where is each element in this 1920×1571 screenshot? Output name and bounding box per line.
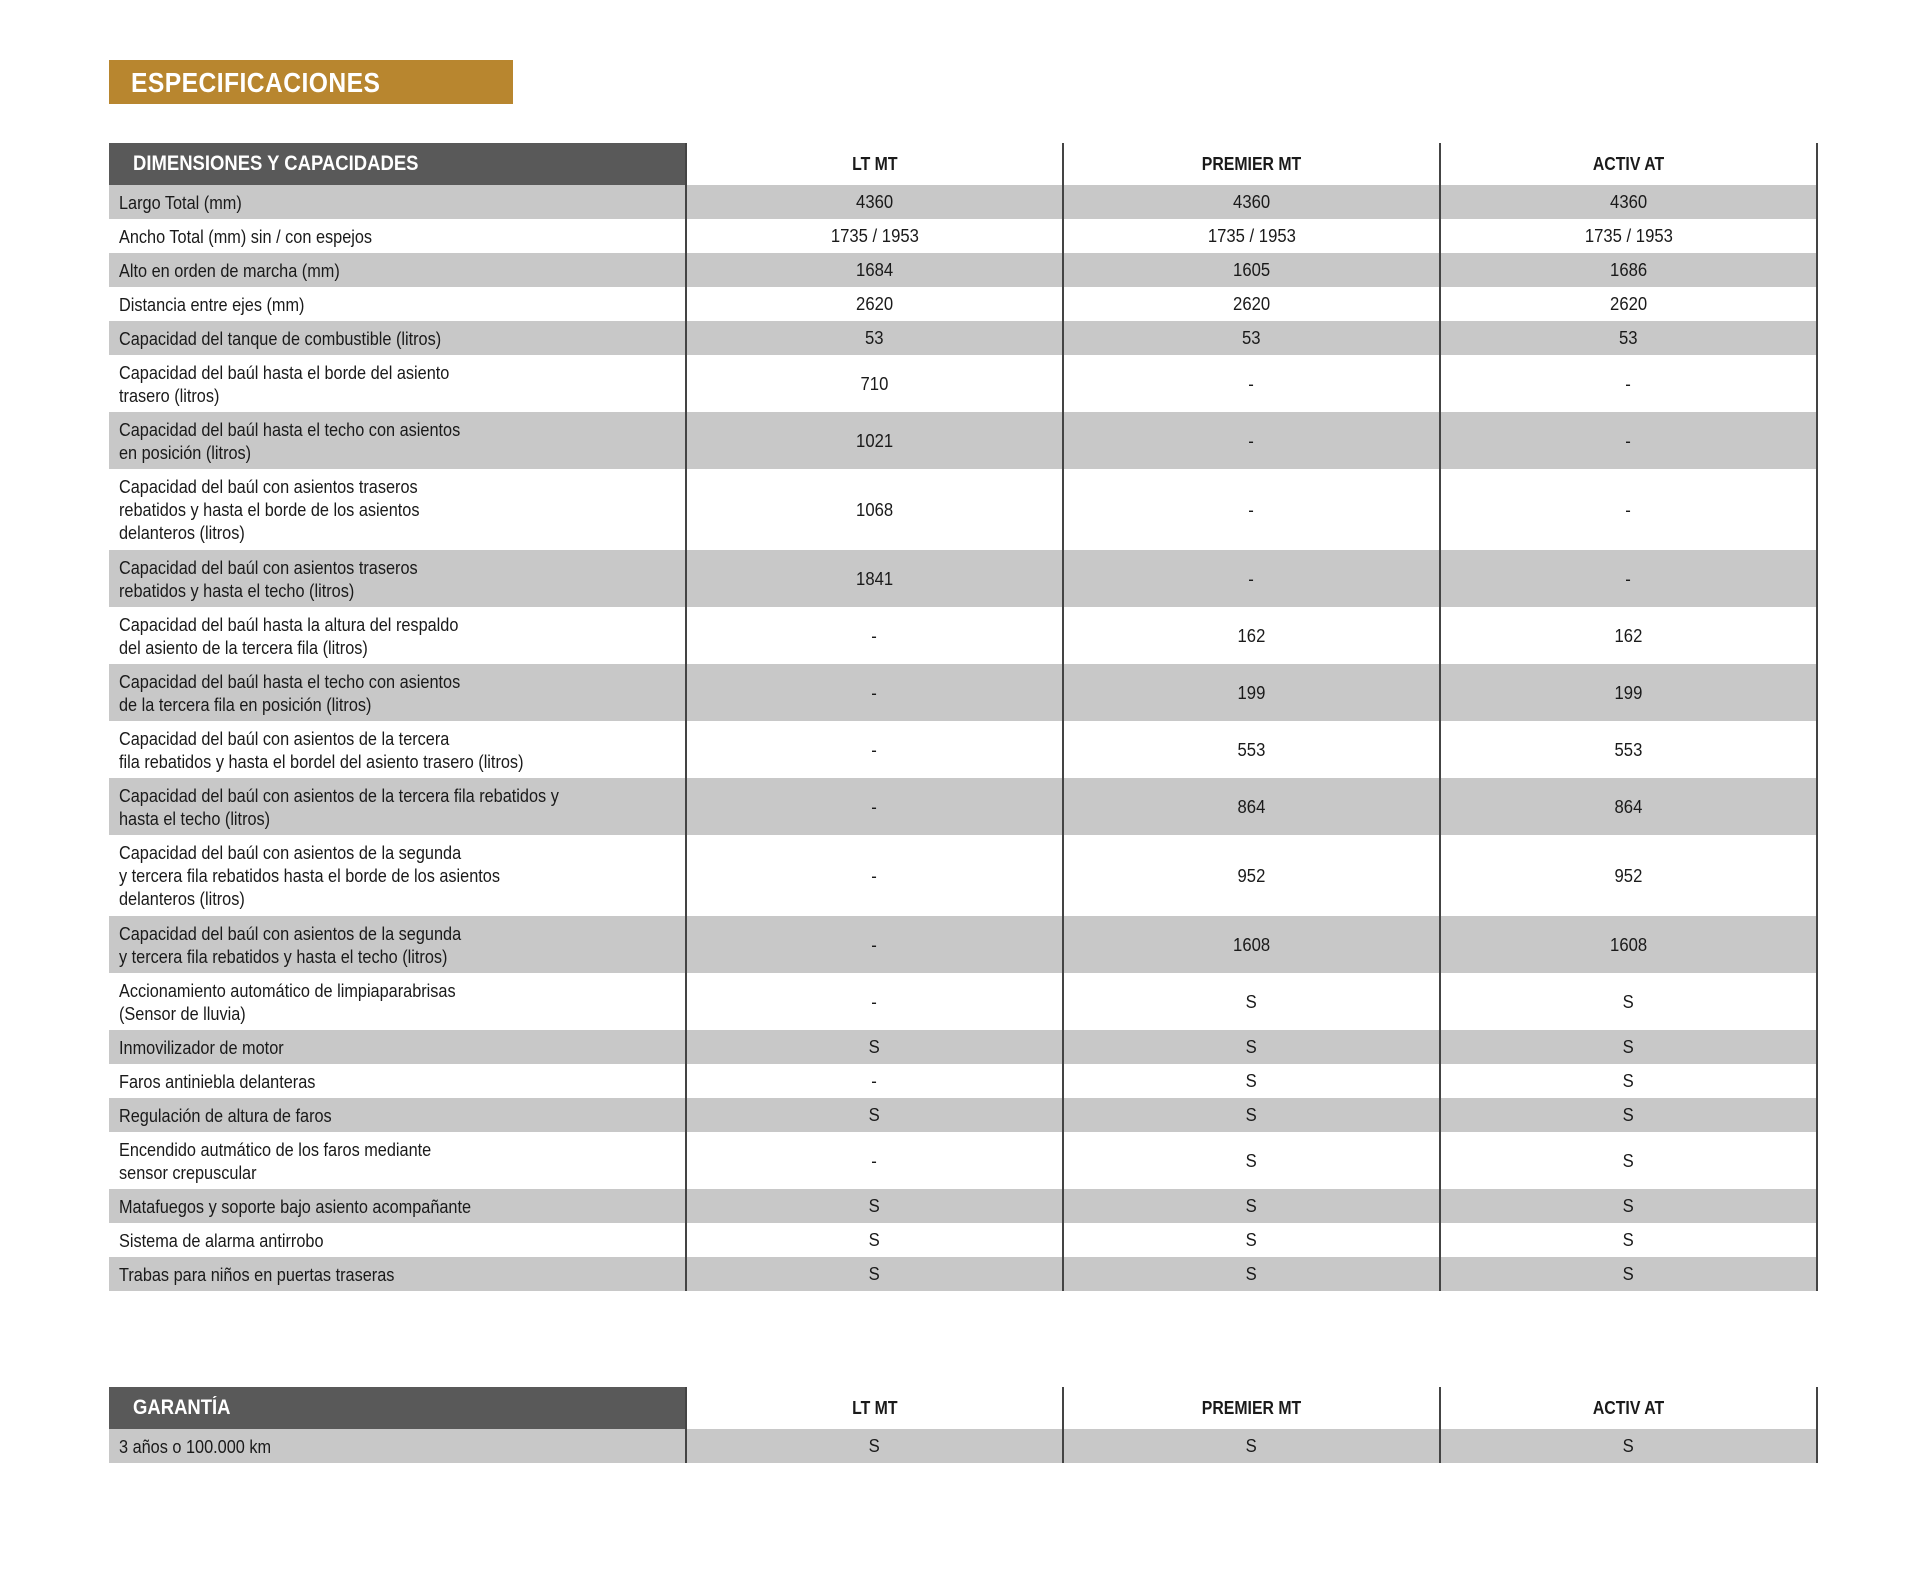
row-label-cell bbox=[109, 321, 686, 355]
value-cell bbox=[1440, 253, 1817, 287]
cell-value: 53 bbox=[1242, 327, 1261, 348]
table-row bbox=[109, 355, 1817, 412]
cell-value: - bbox=[1248, 372, 1255, 394]
column-label: ACTIV AT bbox=[1592, 153, 1665, 174]
row-label-cell bbox=[109, 1223, 686, 1257]
row-label-cell bbox=[109, 1132, 686, 1189]
value-cell bbox=[1440, 916, 1817, 973]
value-cell bbox=[686, 1429, 1063, 1463]
column-label: LT MT bbox=[851, 1397, 898, 1418]
cell-value: 2620 bbox=[1232, 293, 1271, 314]
table-row bbox=[109, 916, 1817, 973]
table-header-row bbox=[109, 143, 1817, 185]
value-cell bbox=[686, 253, 1063, 287]
value-cell bbox=[1063, 1132, 1440, 1189]
row-label-cell bbox=[109, 185, 686, 219]
cell-value: 162 bbox=[1237, 624, 1266, 646]
value-cell bbox=[1063, 835, 1440, 916]
value-cell bbox=[686, 321, 1063, 355]
value-cell bbox=[686, 1098, 1063, 1132]
value-cell bbox=[1440, 721, 1817, 778]
value-cell bbox=[1440, 1030, 1817, 1064]
value-cell bbox=[1063, 469, 1440, 550]
row-label-cell bbox=[109, 355, 686, 412]
cell-value: S bbox=[868, 1229, 881, 1250]
value-cell bbox=[1063, 219, 1440, 253]
row-label-cell bbox=[109, 1030, 686, 1064]
cell-value: 1608 bbox=[1609, 933, 1648, 955]
cell-value: 553 bbox=[1237, 738, 1266, 760]
cell-value: S bbox=[1622, 1104, 1635, 1125]
cell-value: S bbox=[868, 1263, 881, 1284]
column-header-activ-at bbox=[1440, 1387, 1817, 1429]
section-header bbox=[109, 143, 686, 185]
row-label-cell bbox=[109, 1257, 686, 1291]
table-header-row bbox=[109, 1387, 1817, 1429]
table-row bbox=[109, 1132, 1817, 1189]
value-cell bbox=[686, 1030, 1063, 1064]
value-cell bbox=[1440, 1098, 1817, 1132]
cell-value: S bbox=[1245, 1195, 1258, 1216]
cell-value: 1735 / 1953 bbox=[830, 225, 919, 246]
table-row bbox=[109, 412, 1817, 469]
cell-value: 1608 bbox=[1232, 933, 1271, 955]
value-cell bbox=[1063, 412, 1440, 469]
cell-value: 4360 bbox=[1609, 191, 1648, 212]
value-cell bbox=[1440, 1189, 1817, 1223]
page-title: ESPECIFICACIONES bbox=[131, 67, 381, 98]
table-row bbox=[109, 778, 1817, 835]
row-label: Sistema de alarma antirrobo bbox=[119, 1229, 324, 1251]
row-label: Largo Total (mm) bbox=[119, 191, 242, 213]
section-header bbox=[109, 1387, 686, 1429]
row-label-cell bbox=[109, 835, 686, 916]
value-cell bbox=[1440, 1132, 1817, 1189]
cell-value: S bbox=[1622, 1195, 1635, 1216]
cell-value: - bbox=[871, 1070, 878, 1091]
column-label: PREMIER MT bbox=[1201, 1397, 1302, 1418]
value-cell bbox=[1440, 1223, 1817, 1257]
column-label: ACTIV AT bbox=[1592, 1397, 1665, 1418]
value-cell bbox=[1440, 412, 1817, 469]
value-cell bbox=[686, 219, 1063, 253]
table-row bbox=[109, 973, 1817, 1030]
table-row bbox=[109, 664, 1817, 721]
value-cell bbox=[686, 1064, 1063, 1098]
row-label-cell bbox=[109, 721, 686, 778]
value-cell bbox=[686, 1223, 1063, 1257]
cell-value: S bbox=[868, 1435, 881, 1456]
table-row bbox=[109, 469, 1817, 550]
value-cell bbox=[1063, 916, 1440, 973]
table-row bbox=[109, 1030, 1817, 1064]
value-cell bbox=[1063, 253, 1440, 287]
cell-value: 199 bbox=[1237, 681, 1266, 703]
row-label-cell bbox=[109, 916, 686, 973]
cell-value: - bbox=[1625, 498, 1632, 520]
value-cell bbox=[1440, 550, 1817, 607]
value-cell bbox=[686, 607, 1063, 664]
row-label: Capacidad del baúl hasta la altura del respaldo del asiento de la tercera fila (litros) bbox=[119, 613, 459, 658]
value-cell bbox=[686, 835, 1063, 916]
value-cell bbox=[1440, 835, 1817, 916]
cell-value: S bbox=[1245, 1036, 1258, 1057]
row-label-cell bbox=[109, 973, 686, 1030]
cell-value: S bbox=[1622, 990, 1635, 1012]
cell-value: 864 bbox=[1237, 795, 1266, 817]
cell-value: S bbox=[1622, 1263, 1635, 1284]
table-row bbox=[109, 321, 1817, 355]
table-row bbox=[109, 287, 1817, 321]
row-label-cell bbox=[109, 1429, 686, 1463]
cell-value: S bbox=[1245, 1435, 1258, 1456]
cell-value: 1684 bbox=[855, 259, 894, 280]
cell-value: 1686 bbox=[1609, 259, 1648, 280]
value-cell bbox=[1063, 1257, 1440, 1291]
value-cell bbox=[686, 916, 1063, 973]
value-cell bbox=[686, 1257, 1063, 1291]
cell-value: 1735 / 1953 bbox=[1584, 225, 1673, 246]
cell-value: 710 bbox=[860, 372, 889, 394]
cell-value: S bbox=[1245, 990, 1258, 1012]
value-cell bbox=[1063, 550, 1440, 607]
row-label: Capacidad del baúl hasta el techo con asientos de la tercera fila en posición (litros) bbox=[119, 670, 461, 715]
row-label: Ancho Total (mm) sin / con espejos bbox=[119, 225, 373, 247]
row-label-cell bbox=[109, 1064, 686, 1098]
cell-value: S bbox=[1245, 1263, 1258, 1284]
row-label-cell bbox=[109, 1098, 686, 1132]
table-row bbox=[109, 721, 1817, 778]
section-title: DIMENSIONES Y CAPACIDADES bbox=[133, 152, 419, 175]
value-cell bbox=[1063, 607, 1440, 664]
table-row bbox=[109, 1189, 1817, 1223]
cell-value: - bbox=[871, 624, 878, 646]
value-cell bbox=[686, 1132, 1063, 1189]
cell-value: - bbox=[1248, 429, 1255, 451]
row-label: Accionamiento automático de limpiaparabrisas (Sensor de lluvia) bbox=[119, 979, 456, 1024]
cell-value: - bbox=[1625, 567, 1632, 589]
cell-value: 1735 / 1953 bbox=[1207, 225, 1296, 246]
cell-value: S bbox=[1622, 1229, 1635, 1250]
row-label-cell bbox=[109, 412, 686, 469]
value-cell bbox=[1440, 1064, 1817, 1098]
row-label: Capacidad del baúl con asientos traseros rebatidos y hasta el borde de los asientos delanteros (litros) bbox=[119, 476, 420, 543]
value-cell bbox=[1440, 287, 1817, 321]
specifications-table bbox=[109, 143, 1818, 1291]
row-label: Capacidad del baúl hasta el borde del asiento trasero (litros) bbox=[119, 361, 450, 406]
value-cell bbox=[686, 1189, 1063, 1223]
section-title: GARANTÍA bbox=[133, 1396, 231, 1419]
row-label: Capacidad del baúl con asientos de la segunda y tercera fila rebatidos y hasta el techo (litros) bbox=[119, 922, 462, 967]
value-cell bbox=[1063, 321, 1440, 355]
value-cell bbox=[1063, 355, 1440, 412]
table-row bbox=[109, 607, 1817, 664]
row-label: Capacidad del baúl con asientos de la tercera fila rebatidos y hasta el techo (litros) bbox=[119, 784, 559, 829]
value-cell bbox=[1063, 185, 1440, 219]
value-cell bbox=[686, 664, 1063, 721]
cell-value: S bbox=[1622, 1070, 1635, 1091]
row-label: Faros antiniebla delanteras bbox=[119, 1070, 316, 1092]
value-cell bbox=[1440, 1429, 1817, 1463]
cell-value: 2620 bbox=[1609, 293, 1648, 314]
value-cell bbox=[1440, 607, 1817, 664]
row-label-cell bbox=[109, 664, 686, 721]
row-label-cell bbox=[109, 469, 686, 550]
column-header-premier-mt bbox=[1063, 143, 1440, 185]
cell-value: - bbox=[871, 990, 878, 1012]
value-cell bbox=[686, 973, 1063, 1030]
table-row bbox=[109, 185, 1817, 219]
value-cell bbox=[1063, 287, 1440, 321]
row-label: Capacidad del baúl con asientos de la tercera fila rebatidos y hasta el bordel del asiento trasero (litros) bbox=[119, 727, 524, 772]
value-cell bbox=[686, 287, 1063, 321]
row-label: Alto en orden de marcha (mm) bbox=[119, 259, 340, 281]
warranty-table bbox=[109, 1387, 1818, 1463]
table-row bbox=[109, 253, 1817, 287]
cell-value: 53 bbox=[1619, 327, 1638, 348]
row-label-cell bbox=[109, 607, 686, 664]
cell-value: 1841 bbox=[855, 567, 894, 589]
cell-value: S bbox=[1245, 1229, 1258, 1250]
value-cell bbox=[686, 469, 1063, 550]
cell-value: 2620 bbox=[855, 293, 894, 314]
value-cell bbox=[1440, 219, 1817, 253]
column-header-activ-at bbox=[1440, 143, 1817, 185]
column-label: PREMIER MT bbox=[1201, 153, 1302, 174]
value-cell bbox=[1063, 1098, 1440, 1132]
row-label: Encendido autmático de los faros mediante sensor crepuscular bbox=[119, 1138, 432, 1183]
value-cell bbox=[686, 185, 1063, 219]
cell-value: - bbox=[1248, 498, 1255, 520]
value-cell bbox=[1063, 1064, 1440, 1098]
cell-value: 952 bbox=[1614, 864, 1643, 886]
cell-value: 1021 bbox=[855, 429, 894, 451]
table-row bbox=[109, 1098, 1817, 1132]
cell-value: S bbox=[868, 1036, 881, 1057]
row-label: Capacidad del baúl con asientos de la segunda y tercera fila rebatidos hasta el borde de los asientos delanteros (litros) bbox=[119, 842, 500, 909]
value-cell bbox=[1063, 973, 1440, 1030]
value-cell bbox=[1440, 469, 1817, 550]
cell-value: 553 bbox=[1614, 738, 1643, 760]
row-label: 3 años o 100.000 km bbox=[119, 1435, 272, 1457]
row-label-cell bbox=[109, 253, 686, 287]
value-cell bbox=[1063, 1030, 1440, 1064]
cell-value: 864 bbox=[1614, 795, 1643, 817]
value-cell bbox=[1440, 778, 1817, 835]
cell-value: 199 bbox=[1614, 681, 1643, 703]
cell-value: - bbox=[871, 864, 878, 886]
row-label-cell bbox=[109, 287, 686, 321]
cell-value: S bbox=[868, 1195, 881, 1216]
column-header-lt-mt bbox=[686, 143, 1063, 185]
cell-value: 1068 bbox=[855, 498, 894, 520]
value-cell bbox=[686, 550, 1063, 607]
cell-value: - bbox=[871, 933, 878, 955]
value-cell bbox=[1440, 1257, 1817, 1291]
cell-value: S bbox=[1622, 1435, 1635, 1456]
value-cell bbox=[1440, 973, 1817, 1030]
value-cell bbox=[686, 355, 1063, 412]
value-cell bbox=[1063, 1189, 1440, 1223]
column-header-premier-mt bbox=[1063, 1387, 1440, 1429]
cell-value: - bbox=[871, 795, 878, 817]
row-label-cell bbox=[109, 778, 686, 835]
column-label: LT MT bbox=[851, 153, 898, 174]
cell-value: 952 bbox=[1237, 864, 1266, 886]
cell-value: - bbox=[871, 681, 878, 703]
column-header-lt-mt bbox=[686, 1387, 1063, 1429]
cell-value: S bbox=[1622, 1036, 1635, 1057]
table-row bbox=[109, 550, 1817, 607]
row-label: Trabas para niños en puertas traseras bbox=[119, 1263, 395, 1285]
value-cell bbox=[1440, 185, 1817, 219]
value-cell bbox=[1440, 321, 1817, 355]
cell-value: S bbox=[1245, 1070, 1258, 1091]
table-row bbox=[109, 1429, 1817, 1463]
row-label: Distancia entre ejes (mm) bbox=[119, 293, 305, 315]
value-cell bbox=[1063, 664, 1440, 721]
table-row bbox=[109, 1223, 1817, 1257]
cell-value: - bbox=[1625, 429, 1632, 451]
row-label: Matafuegos y soporte bajo asiento acompañante bbox=[119, 1195, 472, 1217]
cell-value: S bbox=[1245, 1149, 1258, 1171]
row-label-cell bbox=[109, 550, 686, 607]
value-cell bbox=[686, 778, 1063, 835]
cell-value: 162 bbox=[1614, 624, 1643, 646]
row-label: Regulación de altura de faros bbox=[119, 1104, 332, 1126]
cell-value: 53 bbox=[865, 327, 884, 348]
value-cell bbox=[686, 721, 1063, 778]
row-label: Inmovilizador de motor bbox=[119, 1036, 284, 1058]
row-label: Capacidad del baúl con asientos traseros rebatidos y hasta el techo (litros) bbox=[119, 556, 418, 601]
table-row bbox=[109, 219, 1817, 253]
value-cell bbox=[1440, 664, 1817, 721]
table-row bbox=[109, 1064, 1817, 1098]
cell-value: S bbox=[1245, 1104, 1258, 1125]
cell-value: - bbox=[1248, 567, 1255, 589]
value-cell bbox=[1063, 1223, 1440, 1257]
row-label: Capacidad del baúl hasta el techo con asientos en posición (litros) bbox=[119, 418, 461, 463]
page-title-banner bbox=[109, 60, 513, 104]
table-row bbox=[109, 1257, 1817, 1291]
value-cell bbox=[1440, 355, 1817, 412]
cell-value: - bbox=[871, 738, 878, 760]
value-cell bbox=[686, 412, 1063, 469]
value-cell bbox=[1063, 721, 1440, 778]
row-label-cell bbox=[109, 1189, 686, 1223]
cell-value: 4360 bbox=[1232, 191, 1271, 212]
table-row bbox=[109, 835, 1817, 916]
cell-value: - bbox=[871, 1149, 878, 1171]
cell-value: 4360 bbox=[855, 191, 894, 212]
cell-value: S bbox=[868, 1104, 881, 1125]
row-label-cell bbox=[109, 219, 686, 253]
cell-value: 1605 bbox=[1232, 259, 1271, 280]
cell-value: S bbox=[1622, 1149, 1635, 1171]
value-cell bbox=[1063, 1429, 1440, 1463]
cell-value: - bbox=[1625, 372, 1632, 394]
value-cell bbox=[1063, 778, 1440, 835]
row-label: Capacidad del tanque de combustible (litros) bbox=[119, 327, 442, 349]
